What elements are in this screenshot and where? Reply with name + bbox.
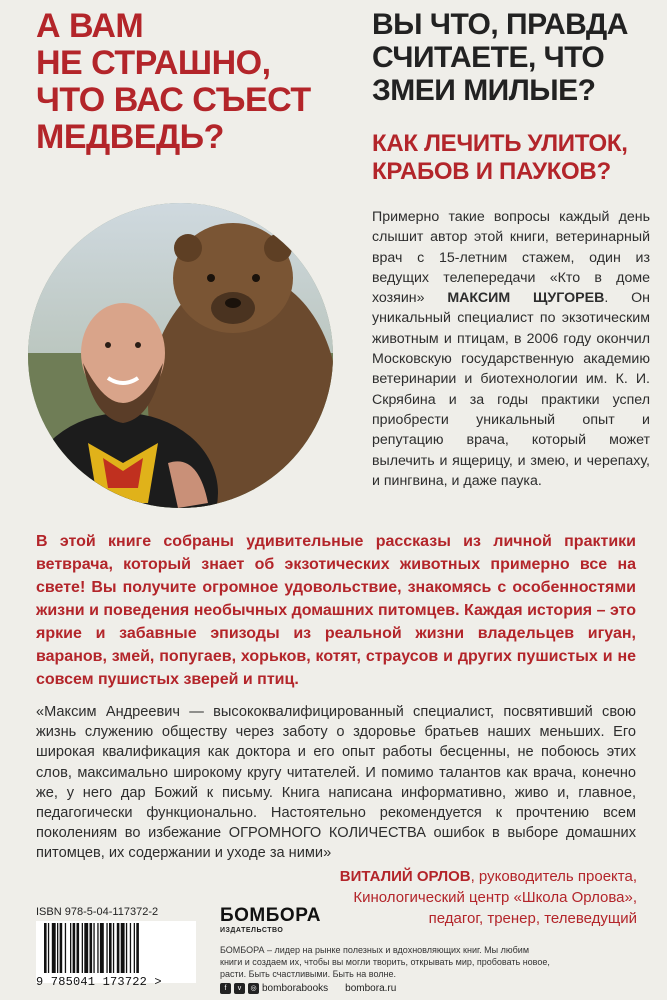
barcode-bar [60,923,63,973]
barcode-bar [70,923,71,973]
headline-right [372,8,662,107]
barcode-bar [109,923,112,973]
barcode-bar [82,923,83,973]
vk-icon: v [234,983,245,994]
headline-right-line: ЗМЕИ МИЛЫЕ? [372,74,596,107]
reviewer-role-3: педагог, тренер, телеведущий [428,910,637,927]
barcode-digits: 9 785041 173722 > [36,975,162,989]
publisher-subtitle: ИЗДАТЕЛЬСТВО [220,927,284,934]
reviewer-role-1: , руководитель проекта, [470,868,637,885]
barcode-bar [90,923,93,973]
barcode-bar [48,923,49,973]
reviewer-role-2: Кинологический центр «Школа Орлова», [353,889,637,906]
social-handle: bomborabooks [262,983,329,994]
review-quote: «Максим Андреевич — высококвалифицированный специалист, посвятивший свою жизнь служению обществу через заботу о здоровье братьев наших меньших. Его широкая квалификация как доктора и его опыт работы бесценны, не побоюсь этих слов, максимально широкому кругу читателей. И помимо талантов как врача, конечно же, у него дар Божий к письму. Книга написана информативно, живо и, главное, педагогически функционально. Настоятельно рекомендуется к прочтению всем поколениям во избежание ОГРОМНОГО КОЛИЧЕСТВА ошибок в выборе домашних питомцев, их содержании и уходе за ними» [36,704,636,862]
headline-left [36,8,316,156]
barcode-bar [73,923,76,973]
barcode-bar [57,923,58,973]
author-bio [372,207,650,491]
photo-illustration [28,203,333,508]
barcode-bar [117,923,120,973]
bio-text-1: Примерно такие вопросы каждый день слышит автор этой книги, ветеринарный врач с 15-летним стажем, один из ведущих телепередачи «Кто в доме хозяин» [372,209,650,307]
publisher-logo: БОМБОРА [220,905,321,926]
isbn: ISBN 978-5-04-117372-2 [36,906,159,918]
subhead-line: КАК ЛЕЧИТЬ УЛИТОК, [372,130,628,157]
barcode-bar [130,923,131,973]
barcode [36,921,196,983]
instagram-icon: ◎ [248,983,259,994]
barcode-bar [44,923,47,973]
barcode-bar [126,923,127,973]
author-with-bear-photo [28,203,333,508]
book-description: В этой книге собраны удивительные рассказы из личной практики ветврача, который знает об экзотических животных примерно все на свете! Вы получите огромное удовольствие, знакомясь с особенностями жизни и поведения необычных домашних питомцев. Каждая история – это яркие и забавные эпизоды из реальной жизни владельцев игуан, варанов, змей, попугаев, хорьков, котят, страусов и других пушистых и не совсем пушистых зверей и птиц. [36,533,636,688]
subhead [372,130,662,186]
author-name: МАКСИМ ЩУГОРЕВ [447,290,605,307]
review-signature [277,866,637,929]
barcode-bar [77,923,80,973]
barcode-bar [84,923,88,973]
headline-right-line: СЧИТАЕТЕ, ЧТО [372,41,605,74]
headline-right-line: ВЫ ЧТО, ПРАВДА [372,8,628,41]
barcode-bar [93,923,94,973]
publisher-site: bombora.ru [345,983,397,994]
social-links [220,983,396,994]
barcode-bar [65,923,66,973]
reviewer-name: ВИТАЛИЙ ОРЛОВ [339,868,471,885]
bio-text-2: . Он уникальный специалист по экзотическим животным и птицам, в 2006 году окончил Московскую государственную академию ветеринарии и биотехнологии им. К. И. Скрябина и за годы практики успел приобрести уникальный опыт и репутацию врача, который может вылечить и ящерицу, и змею, и черепаху, и пингвина, и даже паука. [372,290,650,489]
subhead-line: КРАБОВ И ПАУКОВ? [372,158,611,185]
barcode-bar [136,923,139,973]
facebook-icon: f [220,983,231,994]
headline-left-line: НЕ СТРАШНО, [36,44,271,82]
headline-left-line: ЧТО ВАС СЪЕСТ [36,81,311,119]
headline-left-line: МЕДВЕДЬ? [36,118,224,156]
barcode-bar [113,923,114,973]
barcode-bar [134,923,135,973]
headline-left-line: А ВАМ [36,7,144,45]
barcode-bars [36,921,196,975]
publisher-description: БОМБОРА – лидер на рынке полезных и вдохновляющих книг. Мы любим книги и создаем их, чтобы вы могли творить, открывать мир, пробовать новое, расти. Быть счастливыми. Быть на волне. [220,945,550,979]
barcode-bar [52,923,56,973]
barcode-bar [100,923,104,973]
barcode-bar [106,923,107,973]
barcode-bar [97,923,98,973]
barcode-bar [121,923,125,973]
